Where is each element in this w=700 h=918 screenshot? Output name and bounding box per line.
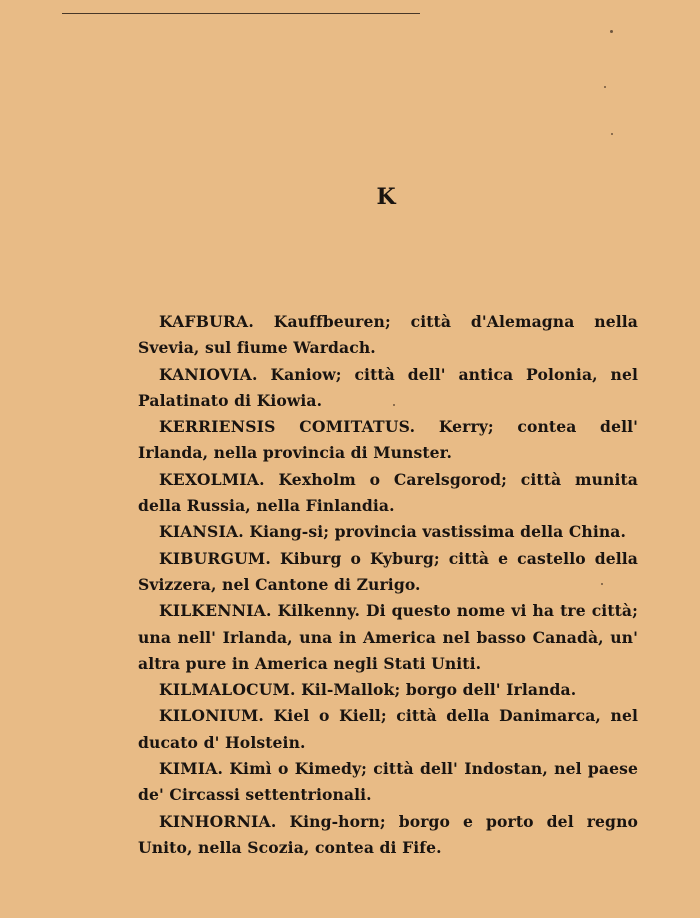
entry-text: Kiang-si; provincia vastissima della China. — [249, 522, 627, 542]
entry-head: KILMALOCUM. — [159, 680, 296, 700]
entry-head: KERRIENSIS COMITATUS. — [159, 417, 416, 437]
entry — [138, 519, 638, 545]
entry-text: Kilkenny. Di questo nome vi ha tre città; una nell' Irlanda, una in America nel basso Canadà, un' altra pure in America negli Stati Uniti. — [138, 601, 638, 673]
entry-text: Kaniow; città dell' antica Polonia, nel Palatinato di Kiowia. — [138, 364, 638, 410]
entry-text: Kimì o Kimedy; città dell' Indostan, nel paese de' Circassi settentrionali. — [138, 759, 639, 805]
entry-text: Kerry; contea dell' Irlanda, nella provincia di Munster. — [138, 417, 639, 463]
entry — [138, 546, 638, 599]
entry-head: KAFBURA. — [159, 312, 254, 331]
entry-head: KILONIUM. — [159, 706, 265, 726]
entry-head: KANIOVIA. — [159, 364, 258, 384]
print-speck — [604, 86, 606, 88]
entry — [138, 598, 638, 677]
print-speck — [611, 133, 613, 135]
entry — [138, 756, 638, 809]
entry-text: Kil-Mallok; borgo dell' Irlanda. — [301, 680, 577, 700]
entry — [138, 677, 638, 703]
section-letter: K — [376, 184, 396, 210]
entry-head: KIANSIA. — [159, 522, 244, 542]
entry-head: KEXOLMIA. — [159, 469, 265, 489]
entry — [138, 362, 638, 415]
gazetteer-entries — [138, 309, 638, 861]
entry — [138, 467, 638, 520]
print-speck — [610, 30, 613, 33]
entry-head: KIBURGUM. — [159, 548, 271, 568]
entry — [138, 414, 638, 467]
entry-head: KILKENNIA. — [159, 601, 272, 621]
entry-text: Kiel o Kiell; città della Danimarca, nel ducato d' Holstein. — [138, 706, 639, 752]
entry — [138, 809, 638, 862]
entry-text: Kexholm o Carelsgorod; città munita della Russia, nella Finlandia. — [138, 469, 639, 516]
top-rule — [62, 13, 420, 14]
entry — [138, 703, 638, 756]
entry — [138, 309, 638, 362]
entry-text: King-horn; borgo e porto del regno Unito, nella Scozia, contea di Fife. — [138, 811, 639, 857]
entry-head: KIMIA. — [159, 759, 224, 779]
entry-head: KINHORNIA. — [159, 811, 277, 831]
entry-text: Kiburg o Kyburg; città e castello della Svizzera, nel Cantone di Zurigo. — [138, 548, 638, 594]
entry-text: Kauffbeuren; città d'Alemagna nella Svevia, sul fiume Wardach. — [138, 312, 638, 358]
